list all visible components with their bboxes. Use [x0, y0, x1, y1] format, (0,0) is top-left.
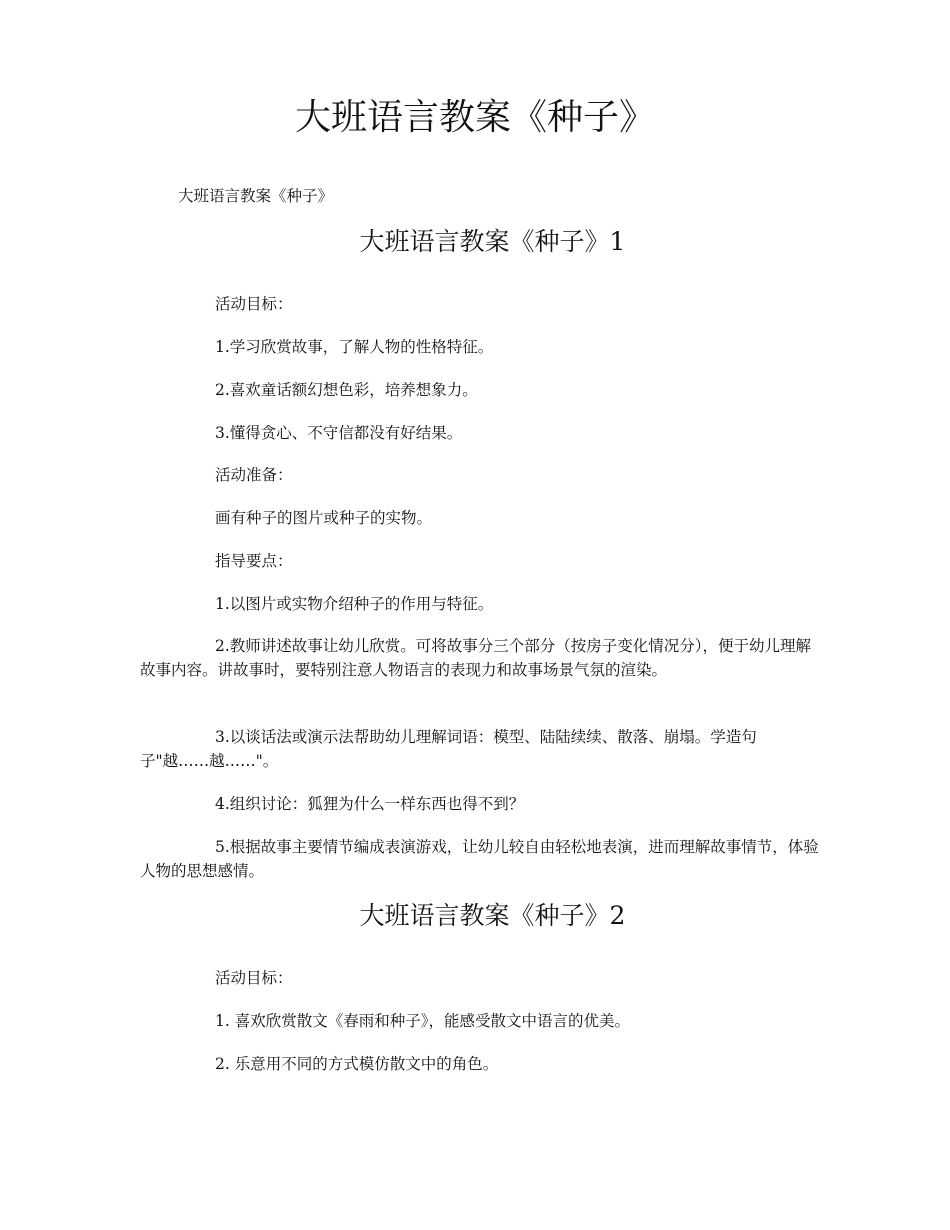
section-1-paragraph: 画有种子的图片或种子的实物。 [215, 509, 433, 527]
section-1-paragraph: 活动目标： [215, 295, 293, 313]
section-1-paragraph: 2.教师讲述故事让幼儿欣赏。可将故事分三个部分（按房子变化情况分），便于幼儿理解故事内容。讲故事时，要特别注意人物语言的表现力和故事场景气氛的渲染。 [140, 637, 812, 679]
document-title: 大班语言教案《种子》 [294, 97, 655, 138]
section-1-paragraph: 1.学习欣赏故事，了解人物的性格特征。 [215, 338, 494, 356]
section-2-paragraph: 活动目标： [215, 969, 293, 987]
section-1-paragraph: 5.根据故事主要情节编成表演游戏，让幼儿较自由轻松地表演，进而理解故事情节，体验人物的思想感情。 [140, 838, 819, 880]
section-1-paragraph: 活动准备： [215, 466, 293, 484]
section-1-paragraph: 指导要点： [215, 552, 293, 570]
section-1-paragraph: 1.以图片或实物介绍种子的作用与特征。 [215, 595, 494, 613]
section-1-heading: 大班语言教案《种子》1 [359, 227, 626, 256]
section-2-paragraph: 2. 乐意用不同的方式模仿散文中的角色。 [215, 1055, 499, 1073]
document-subtitle: 大班语言教案《种子》 [178, 187, 334, 205]
section-1-paragraph: 4.组织讨论：狐狸为什么一样东西也得不到？ [215, 795, 525, 813]
section-2-paragraph: 1. 喜欢欣赏散文《春雨和种子》，能感受散文中语言的优美。 [215, 1012, 630, 1030]
section-1-paragraph: 3.懂得贪心、不守信都没有好结果。 [215, 424, 463, 442]
section-1-paragraph: 3.以谈话法或演示法帮助幼儿理解词语：模型、陆陆续续、散落、崩塌。学造句子"越……越……"。 [140, 728, 757, 770]
section-2-heading: 大班语言教案《种子》2 [359, 901, 626, 930]
section-1-paragraph: 2.喜欢童话额幻想色彩，培养想象力。 [215, 381, 478, 399]
